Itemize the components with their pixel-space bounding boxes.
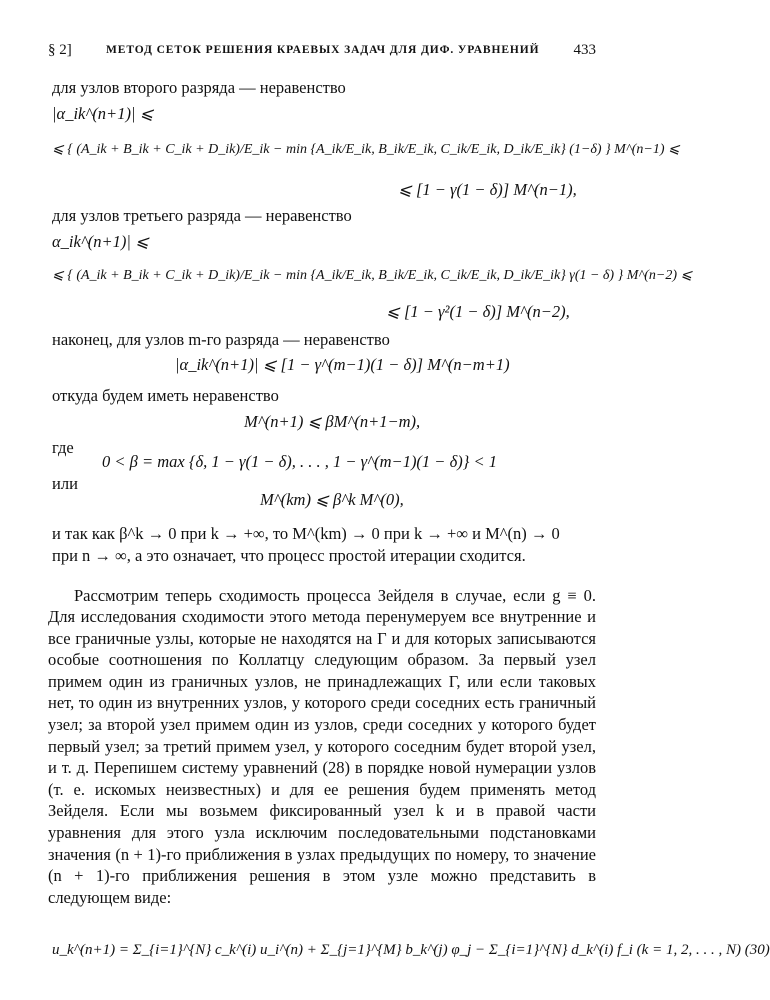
formula-f5: 0 < β = max {δ, 1 − γ(1 − δ), . . . , 1 − γ^(m−1)(1 − δ)} < 1: [102, 452, 497, 471]
formula-f4: M^(n+1) ⩽ βM^(n+1−m),: [244, 412, 421, 431]
formula-f2a: α_ik^(n+1)| ⩽: [52, 232, 149, 251]
paragraph-text: Рассмотрим теперь сходимость процесса Зейделя в случае, если g ≡ 0. Для исследования сходимости этого метода перенумеруем все внутренние и все граничные узлы, которые не находятся на Γ и для которых записываются особые соотношения по Коллатцу следующим образом. За первый узел примем один из граничных узлов, не принадлежащих Γ, или если таковых нет, то один из внутренних узлов, у которого среди соседних есть граничный узел; за второй узел примем один из узлов, среди соседних у которого будет первый узел; за третий примем узел, у которого соседним будет второй узел, и т. д. Перепишем систему уравнений (28) в порядке новой нумерации узлов (т. е. искомых неизвестных) и для ее решения будем применять метод Зейделя. Если мы возьмем фиксированный узел k и в правой части уравнения для этого узла исключим последовательными подстановками значения (n + 1)-го приближения в узлах предыдущих по номеру, то значение (n + 1)-го приближения решения в этом узле можно представить в следующем виде:: [48, 585, 596, 907]
text-line-or: или: [52, 474, 78, 493]
formula-f3: |α_ik^(n+1)| ⩽ [1 − γ^(m−1)(1 − δ)] M^(n−m+1): [175, 355, 510, 374]
text-line-where: где: [52, 438, 74, 457]
formula-f1c: ⩽ [1 − γ(1 − δ)] M^(n−1),: [398, 180, 577, 199]
text-line-second-rank: для узлов второго разряда — неравенство: [52, 78, 346, 97]
text-line-third-rank: для узлов третьего разряда — неравенство: [52, 206, 352, 225]
formula-f2c: ⩽ [1 − γ²(1 − δ)] M^(n−2),: [386, 302, 570, 321]
seidel-paragraph: [48, 568, 596, 925]
section-mark: § 2]: [48, 42, 72, 58]
formula-30: u_k^(n+1) = Σ_{i=1}^{N} c_k^(i) u_i^(n) + Σ_{j=1}^{M} b_k^(j) φ_j − Σ_{i=1}^{N} d_k^(i) f_i (k = 1, 2, . . . , N) (30): [52, 942, 770, 958]
formula-f1a: |α_ik^(n+1)| ⩽: [52, 104, 154, 123]
text-line-since-1: и так как β^k → 0 при k → +∞, то M^(km) → 0 при k → +∞ и M^(n) → 0: [52, 524, 560, 543]
formula-f2b: ⩽ { (A_ik + B_ik + C_ik + D_ik)/E_ik − min {A_ik/E_ik, B_ik/E_ik, C_ik/E_ik, D_ik/E_ik} γ(1 − δ) } M^(n−2) ⩽: [52, 268, 693, 283]
text-line-since-2: при n → ∞, а это означает, что процесс простой итерации сходится.: [52, 546, 526, 565]
formula-f6: M^(km) ⩽ β^k M^(0),: [260, 490, 404, 509]
text-line-whence: откуда будем иметь неравенство: [52, 386, 279, 405]
formula-f1b: ⩽ { (A_ik + B_ik + C_ik + D_ik)/E_ik − min {A_ik/E_ik, B_ik/E_ik, C_ik/E_ik, D_ik/E_ik} (1−δ) } M^(n−1) ⩽: [52, 142, 680, 157]
header-title: МЕТОД СЕТОК РЕШЕНИЯ КРАЕВЫХ ЗАДАЧ ДЛЯ ДИФ. УРАВНЕНИЙ: [106, 44, 540, 56]
page-number: 433: [573, 42, 596, 58]
text-line-mth-rank: наконец, для узлов m-го разряда — неравенство: [52, 330, 390, 349]
